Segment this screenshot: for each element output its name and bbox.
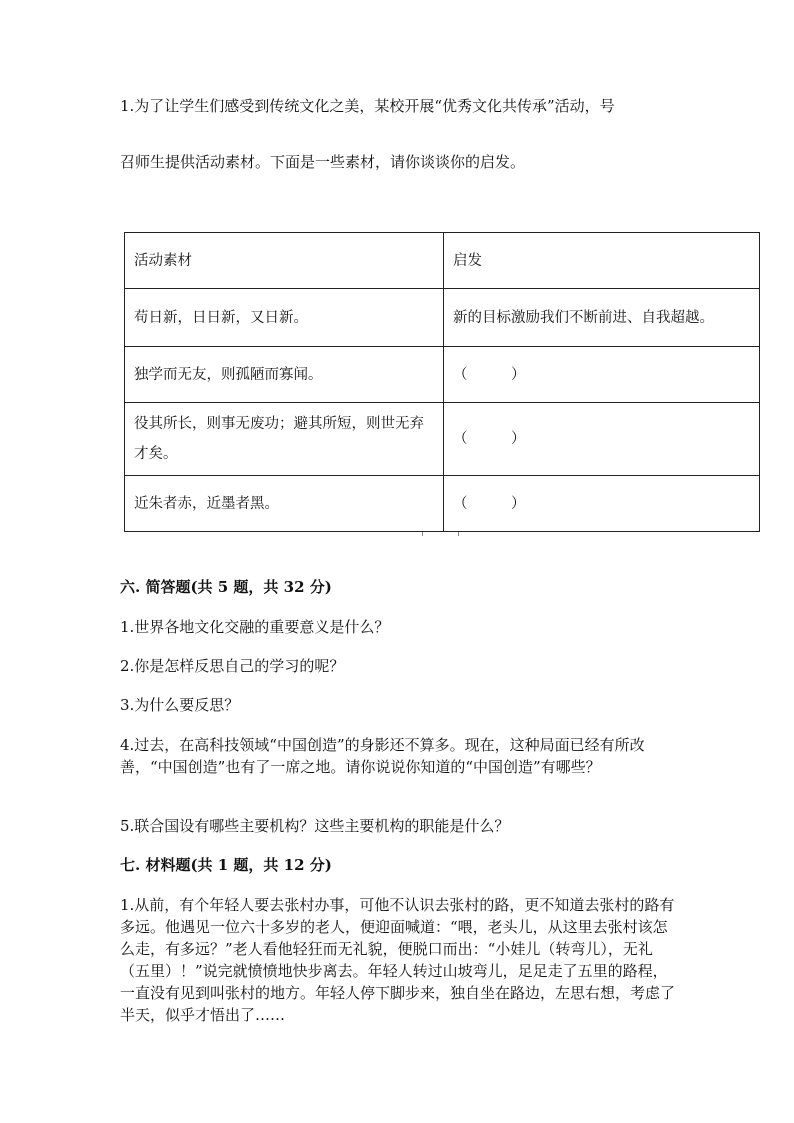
table-row [125,289,760,347]
insight-blank: （ ） [444,476,760,532]
material-cell: 近朱者赤，近墨者黑。 [125,476,444,532]
insight-cell: 新的目标激励我们不断前进、自我超越。 [444,289,760,347]
question-6-1: 1.世界各地文化交融的重要意义是什么？ [120,618,390,636]
section-7-title: 七. 材料题(共 1 题，共 12 分) [120,856,332,874]
table-row [125,403,760,476]
material-cell: 苟日新，日日新，又日新。 [125,289,444,347]
table-row [125,347,760,403]
question-6-3: 3.为什么要反思？ [120,696,240,714]
table-row [125,476,760,532]
material-cell: 役其所长，则事无废功；避其所短，则世无弃才矣。 [125,403,444,476]
table-header-row [125,233,760,289]
question-7-1: 1.从前，有个年轻人要去张村办事，可他不认识去张村的路，更不知道去张村的路有多远。他遇见一位六十多岁的老人，便迎面喊道：“喂，老头儿，从这里去张村该怎么走，有多远？”老人看他轻狂而无礼貌，便脱口而出：“小娃儿（转弯儿），无礼（五里）！”说完就愤愤地快步离去。年轻人转过山坡弯儿，足足走了五里的路程，一直没有见到叫张村的地方。年轻人停下脚步来，独自坐在路边，左思右想，考虑了半天，似乎才悟出了…… [120,896,676,1024]
header-material: 活动素材 [125,233,444,289]
question-6-2: 2.你是怎样反思自己的学习的呢？ [120,657,345,675]
page-mark [422,532,423,536]
insight-blank: （ ） [444,403,760,476]
question-6-4: 4.过去，在高科技领域“中国创造”的身影还不算多。现在，这种局面已经有所改善，“中国创造”也有了一席之地。请你说说你知道的“中国创造”有哪些？ [120,736,645,776]
header-insight: 启发 [444,233,760,289]
insight-blank: （ ） [444,347,760,403]
section-6-title: 六. 简答题(共 5 题，共 32 分) [120,578,332,596]
question-intro-line-1: 1.为了让学生们感受到传统文化之美，某校开展“优秀文化共传承”活动，号 [120,97,615,115]
material-table [124,232,760,532]
material-cell: 独学而无友，则孤陋而寡闻。 [125,347,444,403]
question-6-5: 5.联合国设有哪些主要机构？这些主要机构的职能是什么？ [120,817,510,835]
page-mark [458,532,459,536]
question-intro-line-2: 召师生提供活动素材。下面是一些素材，请你谈谈你的启发。 [120,153,526,171]
